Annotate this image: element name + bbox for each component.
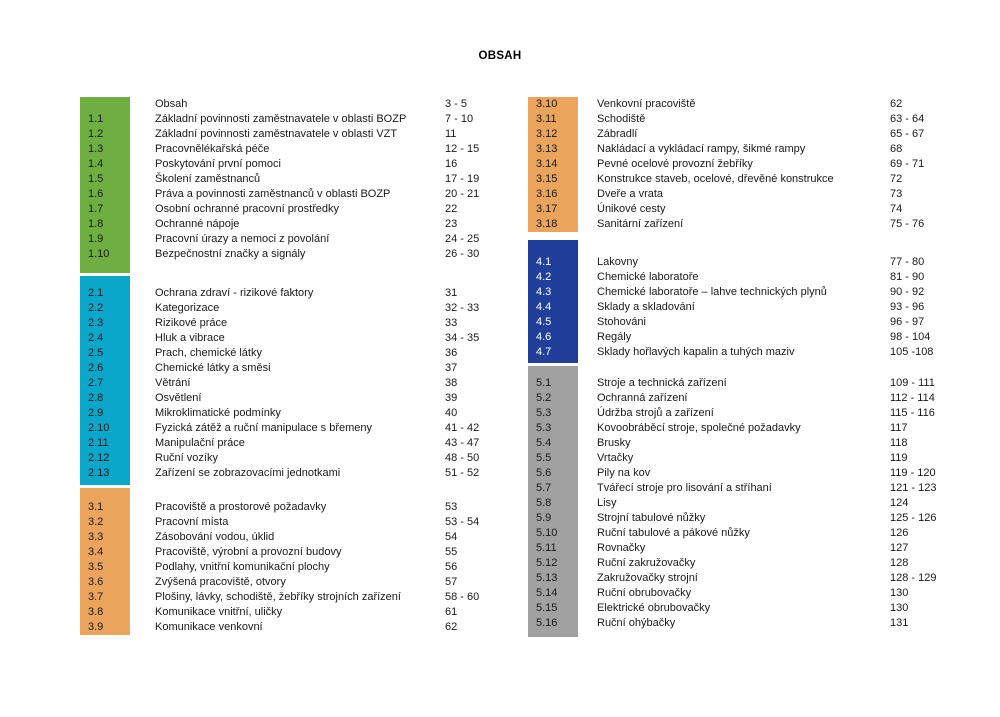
toc-row-pages: 112 - 114 — [890, 392, 935, 404]
toc-row-pages: 105 -108 — [890, 346, 934, 358]
toc-row-number: 3.17 — [536, 203, 558, 215]
toc-row-number: 2.13 — [88, 467, 110, 479]
toc-row-title: Údržba strojů a zařízení — [597, 407, 714, 419]
toc-row — [528, 300, 993, 315]
toc-row — [528, 481, 993, 496]
toc-row-title: Pracovnělékařská péče — [155, 143, 270, 155]
toc-row-pages: 69 - 71 — [890, 158, 925, 170]
toc-row-pages: 73 — [890, 188, 903, 200]
toc-row-title: Zakružovačky strojní — [597, 572, 698, 584]
toc-row-number: 3.11 — [536, 113, 557, 125]
toc-row-pages: 38 — [445, 377, 458, 389]
toc-row — [80, 590, 510, 605]
toc-row-number: 5.16 — [536, 617, 558, 629]
toc-block-section-5 — [528, 366, 993, 637]
toc-row-number: 5.7 — [536, 482, 552, 494]
toc-row-pages: 96 - 97 — [890, 316, 925, 328]
toc-row-pages: 126 — [890, 527, 909, 539]
toc-row — [528, 157, 993, 172]
toc-block-section-4 — [528, 240, 993, 363]
toc-row-pages: 61 — [445, 606, 458, 618]
toc-row — [80, 620, 510, 635]
toc-row-pages: 53 - 54 — [445, 516, 480, 528]
toc-row-number: 2.9 — [88, 407, 104, 419]
toc-row-pages: 23 — [445, 218, 458, 230]
toc-row-number: 3.2 — [88, 516, 104, 528]
toc-row-title: Komunikace venkovní — [155, 621, 263, 633]
toc-row — [528, 451, 993, 466]
toc-row-number: 4.7 — [536, 346, 552, 358]
toc-row — [528, 142, 993, 157]
toc-row-title: Zvýšená pracoviště, otvory — [155, 576, 286, 588]
toc-row-number: 1.10 — [88, 248, 110, 260]
toc-row-title: Osvětlení — [155, 392, 202, 404]
toc-row-pages: 90 - 92 — [890, 286, 925, 298]
toc-row-title: Venkovní pracoviště — [597, 98, 696, 110]
toc-row-title: Konstrukce staveb, ocelové, dřevěné konstrukce — [597, 173, 834, 185]
toc-row-title: Ochranná zařízení — [597, 392, 688, 404]
toc-row-pages: 54 — [445, 531, 458, 543]
toc-row-number: 4.6 — [536, 331, 552, 343]
toc-row-title: Podlahy, vnitřní komunikační plochy — [155, 561, 330, 573]
toc-row-pages: 130 — [890, 587, 909, 599]
toc-row-title: Pracovní místa — [155, 516, 229, 528]
toc-row-title: Kovoobráběcí stroje, společné požadavky — [597, 422, 801, 434]
toc-row-pages: 125 - 126 — [890, 512, 937, 524]
toc-row-pages: 93 - 96 — [890, 301, 925, 313]
toc-row — [528, 526, 993, 541]
toc-row-title: Pracoviště, výrobní a provozní budovy — [155, 546, 342, 558]
toc-row-pages: 63 - 64 — [890, 113, 925, 125]
toc-row-number: 2.7 — [88, 377, 104, 389]
toc-row-number: 5.13 — [536, 572, 558, 584]
toc-row — [528, 345, 993, 360]
toc-row-pages: 33 — [445, 317, 458, 329]
toc-row-pages: 17 - 19 — [445, 173, 480, 185]
toc-row-number: 2.1 — [88, 287, 104, 299]
toc-row — [528, 285, 993, 300]
toc-row-pages: 115 - 116 — [890, 407, 935, 419]
toc-row-pages: 56 — [445, 561, 458, 573]
toc-row-number: 2.4 — [88, 332, 104, 344]
toc-row-number: 4.3 — [536, 286, 552, 298]
toc-row — [528, 616, 993, 631]
toc-row-title: Obsah — [155, 98, 188, 110]
toc-row-number: 3.18 — [536, 218, 558, 230]
toc-row — [80, 301, 510, 316]
toc-row-number: 2.12 — [88, 452, 110, 464]
toc-row-title: Tvářecí stroje pro lisování a stříhaní — [597, 482, 772, 494]
toc-row — [80, 605, 510, 620]
toc-row-title: Manipulační práce — [155, 437, 245, 449]
toc-row — [80, 247, 510, 262]
toc-row — [80, 202, 510, 217]
toc-row-pages: 131 — [890, 617, 909, 629]
toc-row-number: 3.16 — [536, 188, 558, 200]
toc-row — [80, 331, 510, 346]
toc-column-right — [528, 97, 993, 637]
toc-row-pages: 7 - 10 — [445, 113, 474, 125]
toc-row-title: Únikové cesty — [597, 203, 666, 215]
toc-row-number: 3.12 — [536, 128, 558, 140]
toc-row-title: Pracoviště a prostorové požadavky — [155, 501, 327, 513]
toc-row-title: Vrtačky — [597, 452, 634, 464]
toc-row — [528, 315, 993, 330]
toc-row-pages: 128 - 129 — [890, 572, 937, 584]
toc-row-pages: 53 — [445, 501, 458, 513]
toc-row-title: Bezpečnostní značky a signály — [155, 248, 306, 260]
toc-row — [528, 330, 993, 345]
toc-row-pages: 37 — [445, 362, 458, 374]
toc-row-pages: 31 — [445, 287, 458, 299]
toc-row-title: Zábradlí — [597, 128, 638, 140]
toc-row-number: 5.1 — [536, 377, 552, 389]
toc-row-number: 1.4 — [88, 158, 104, 170]
toc-row-title: Zásobování vodou, úklid — [155, 531, 275, 543]
toc-row-number: 1.9 — [88, 233, 104, 245]
toc-row-number: 5.10 — [536, 527, 558, 539]
toc-row-number: 3.4 — [88, 546, 104, 558]
toc-row-title: Poskytování první pomoci — [155, 158, 281, 170]
toc-block-section-3-left — [80, 488, 510, 635]
toc-row-pages: 130 — [890, 602, 909, 614]
toc-row-number: 5.9 — [536, 512, 552, 524]
toc-row-number: 5.3 — [536, 422, 552, 434]
toc-row — [80, 157, 510, 172]
toc-row — [528, 571, 993, 586]
toc-row — [528, 127, 993, 142]
toc-row-pages: 40 — [445, 407, 458, 419]
toc-row — [80, 421, 510, 436]
toc-row — [528, 436, 993, 451]
toc-row — [80, 232, 510, 247]
toc-row — [528, 586, 993, 601]
toc-row-pages: 20 - 21 — [445, 188, 480, 200]
toc-row-title: Dveře a vrata — [597, 188, 664, 200]
toc-row-number: 2.6 — [88, 362, 104, 374]
toc-row-pages: 77 - 80 — [890, 256, 925, 268]
toc-row-number: 2.3 — [88, 317, 104, 329]
toc-row-number: 4.2 — [536, 271, 552, 283]
toc-row-pages: 12 - 15 — [445, 143, 480, 155]
toc-row-pages: 124 — [890, 497, 909, 509]
toc-row-pages: 26 - 30 — [445, 248, 480, 260]
toc-row-pages: 48 - 50 — [445, 452, 480, 464]
toc-row-title: Kategorizace — [155, 302, 220, 314]
toc-row — [528, 112, 993, 127]
toc-row-number: 1.1 — [88, 113, 104, 125]
toc-row-pages: 36 — [445, 347, 458, 359]
toc-row — [80, 346, 510, 361]
toc-row-number: 1.5 — [88, 173, 104, 185]
toc-row-pages: 75 - 76 — [890, 218, 925, 230]
toc-row — [80, 530, 510, 545]
toc-row-number: 5.15 — [536, 602, 558, 614]
toc-row — [80, 361, 510, 376]
toc-row-title: Pevné ocelové provozní žebříky — [597, 158, 753, 170]
toc-row-pages: 121 - 123 — [890, 482, 937, 494]
toc-row-number: 3.7 — [88, 591, 104, 603]
toc-row-title: Stroje a technická zařízení — [597, 377, 727, 389]
toc-row — [528, 270, 993, 285]
toc-row — [80, 376, 510, 391]
toc-row-pages: 34 - 35 — [445, 332, 480, 344]
toc-row-number: 3.13 — [536, 143, 558, 155]
toc-row-pages: 16 — [445, 158, 458, 170]
toc-row-pages: 128 — [890, 557, 909, 569]
toc-row — [80, 316, 510, 331]
toc-row-pages: 58 - 60 — [445, 591, 480, 603]
toc-row-number: 1.8 — [88, 218, 104, 230]
toc-row — [528, 97, 993, 112]
toc-row-title: Ruční zakružovačky — [597, 557, 696, 569]
toc-row-title: Ruční tabulové a pákové nůžky — [597, 527, 750, 539]
toc-row-title: Stohováni — [597, 316, 646, 328]
toc-row-pages: 43 - 47 — [445, 437, 480, 449]
toc-row — [528, 391, 993, 406]
toc-row — [528, 496, 993, 511]
toc-row-pages: 65 - 67 — [890, 128, 925, 140]
page-title: OBSAH — [478, 50, 522, 62]
toc-row-title: Lakovny — [597, 256, 638, 268]
toc-row — [80, 436, 510, 451]
toc-row — [528, 187, 993, 202]
toc-row-number: 5.12 — [536, 557, 558, 569]
toc-row — [528, 172, 993, 187]
toc-row-number: 2.10 — [88, 422, 110, 434]
toc-row-pages: 117 — [890, 422, 908, 434]
toc-row-pages: 62 — [445, 621, 458, 633]
toc-row-title: Ochranné nápoje — [155, 218, 240, 230]
toc-block-section-3-right — [528, 97, 993, 232]
toc-row — [528, 376, 993, 391]
toc-row-title: Chemické laboratoře — [597, 271, 699, 283]
toc-row-pages: 41 - 42 — [445, 422, 480, 434]
toc-row — [528, 217, 993, 232]
toc-row-title: Fyzická zátěž a ruční manipulace s břemeny — [155, 422, 373, 434]
toc-row-pages: 127 — [890, 542, 909, 554]
toc-row-number: 1.7 — [88, 203, 104, 215]
toc-block-section-2 — [80, 276, 510, 485]
toc-row — [80, 172, 510, 187]
toc-row-number: 1.3 — [88, 143, 104, 155]
toc-row-title: Ruční ohýbačky — [597, 617, 676, 629]
toc-row — [80, 97, 510, 112]
toc-row-title: Sklady a skladování — [597, 301, 695, 313]
toc-row-pages: 55 — [445, 546, 458, 558]
toc-row — [80, 142, 510, 157]
toc-row-number: 5.14 — [536, 587, 558, 599]
toc-row-title: Hluk a vibrace — [155, 332, 225, 344]
toc-row-title: Prach, chemické látky — [155, 347, 262, 359]
toc-row-title: Strojní tabulové nůžky — [597, 512, 706, 524]
toc-row — [528, 202, 993, 217]
toc-row-number: 5.3 — [536, 407, 552, 419]
toc-row-title: Mikroklimatické podmínky — [155, 407, 281, 419]
toc-row — [80, 466, 510, 481]
toc-block-section-1 — [80, 97, 510, 273]
toc-row — [80, 560, 510, 575]
toc-row-pages: 22 — [445, 203, 458, 215]
toc-row-number: 2.11 — [88, 437, 109, 449]
toc-row-title: Pily na kov — [597, 467, 651, 479]
toc-row-title: Osobní ochranné pracovní prostředky — [155, 203, 340, 215]
toc-row-number: 3.15 — [536, 173, 558, 185]
toc-row-title: Zařízení se zobrazovacími jednotkami — [155, 467, 341, 479]
toc-row-title: Brusky — [597, 437, 631, 449]
toc-column-left — [80, 97, 510, 635]
toc-row-number: 3.10 — [536, 98, 558, 110]
toc-row-number: 5.8 — [536, 497, 552, 509]
toc-row-number: 3.9 — [88, 621, 104, 633]
toc-row-title: Rovnačky — [597, 542, 646, 554]
toc-row-pages: 118 — [890, 437, 908, 449]
toc-row-title: Větrání — [155, 377, 191, 389]
toc-row-number: 5.6 — [536, 467, 552, 479]
toc-row-number: 1.6 — [88, 188, 104, 200]
toc-row — [80, 451, 510, 466]
toc-row-number: 3.1 — [88, 501, 104, 513]
toc-row — [80, 187, 510, 202]
toc-row-pages: 3 - 5 — [445, 98, 468, 110]
toc-row-number: 4.5 — [536, 316, 552, 328]
toc-row-number: 3.5 — [88, 561, 104, 573]
toc-row — [528, 406, 993, 421]
toc-row-title: Chemické laboratoře – lahve technických plynů — [597, 286, 827, 298]
toc-row-number: 5.4 — [536, 437, 552, 449]
toc-row-title: Plošiny, lávky, schodiště, žebříky strojních zařízení — [155, 591, 401, 603]
toc-row-number: 3.3 — [88, 531, 104, 543]
toc-row-pages: 81 - 90 — [890, 271, 925, 283]
toc-row-title: Elektrické obrubovačky — [597, 602, 711, 614]
toc-row-pages: 39 — [445, 392, 458, 404]
toc-row-number: 5.2 — [536, 392, 552, 404]
toc-row — [80, 545, 510, 560]
toc-row — [528, 511, 993, 526]
toc-row — [528, 601, 993, 616]
toc-row-number: 5.5 — [536, 452, 552, 464]
toc-row-pages: 72 — [890, 173, 903, 185]
toc-row-number: 4.1 — [536, 256, 552, 268]
toc-row-title: Chemické látky a směsi — [155, 362, 271, 374]
toc-row-title: Základní povinnosti zaměstnavatele v oblasti VZT — [155, 128, 398, 140]
toc-row-title: Pracovní úrazy a nemoci z povolání — [155, 233, 330, 245]
toc-row-pages: 74 — [890, 203, 903, 215]
toc-row — [528, 466, 993, 481]
toc-row-number: 1.2 — [88, 128, 104, 140]
toc-row — [80, 575, 510, 590]
toc-row-title: Ruční vozíky — [155, 452, 218, 464]
toc-row-number: 3.6 — [88, 576, 104, 588]
toc-row-title: Práva a povinnosti zaměstnanců v oblasti BOZP — [155, 188, 391, 200]
toc-row — [80, 127, 510, 142]
toc-row-title: Ruční obrubovačky — [597, 587, 692, 599]
toc-row-pages: 62 — [890, 98, 903, 110]
toc-row — [80, 112, 510, 127]
toc-row-pages: 119 — [890, 452, 908, 464]
toc-row-title: Regály — [597, 331, 632, 343]
toc-row-pages: 24 - 25 — [445, 233, 480, 245]
toc-row-number: 2.5 — [88, 347, 104, 359]
toc-row-title: Komunikace vnitřní, uličky — [155, 606, 283, 618]
toc-row-number: 5.11 — [536, 542, 557, 554]
toc-row-title: Ochrana zdraví - rizikové faktory — [155, 287, 314, 299]
toc-row-pages: 98 - 104 — [890, 331, 931, 343]
toc-row-title: Rizikové práce — [155, 317, 228, 329]
toc-row — [80, 217, 510, 232]
toc-row — [80, 515, 510, 530]
toc-row-pages: 68 — [890, 143, 903, 155]
toc-row-number: 3.8 — [88, 606, 104, 618]
toc-row-pages: 32 - 33 — [445, 302, 480, 314]
toc-row-pages: 51 - 52 — [445, 467, 480, 479]
toc-row-pages: 109 - 111 — [890, 377, 935, 389]
toc-row-number: 2.2 — [88, 302, 104, 314]
toc-row-pages: 119 - 120 — [890, 467, 936, 479]
toc-row — [528, 541, 993, 556]
toc-row-title: Základní povinnosti zaměstnavatele v oblasti BOZP — [155, 113, 407, 125]
toc-row — [80, 391, 510, 406]
toc-row — [528, 255, 993, 270]
toc-row — [80, 286, 510, 301]
toc-row — [80, 406, 510, 421]
toc-row-title: Sklady hořlavých kapalin a tuhých maziv — [597, 346, 795, 358]
toc-row — [528, 556, 993, 571]
toc-row — [528, 421, 993, 436]
toc-row-title: Lisy — [597, 497, 617, 509]
toc-row-pages: 11 — [445, 128, 457, 140]
toc-row-number: 3.14 — [536, 158, 558, 170]
toc-row-pages: 57 — [445, 576, 458, 588]
toc-row — [80, 500, 510, 515]
toc-row-title: Schodiště — [597, 113, 646, 125]
toc-row-title: Školení zaměstnanců — [155, 173, 261, 185]
toc-row-title: Nakládací a vykládací rampy, šikmé rampy — [597, 143, 806, 155]
toc-row-title: Sanitární zařízení — [597, 218, 684, 230]
toc-row-number: 2.8 — [88, 392, 104, 404]
toc-row-number: 4.4 — [536, 301, 552, 313]
